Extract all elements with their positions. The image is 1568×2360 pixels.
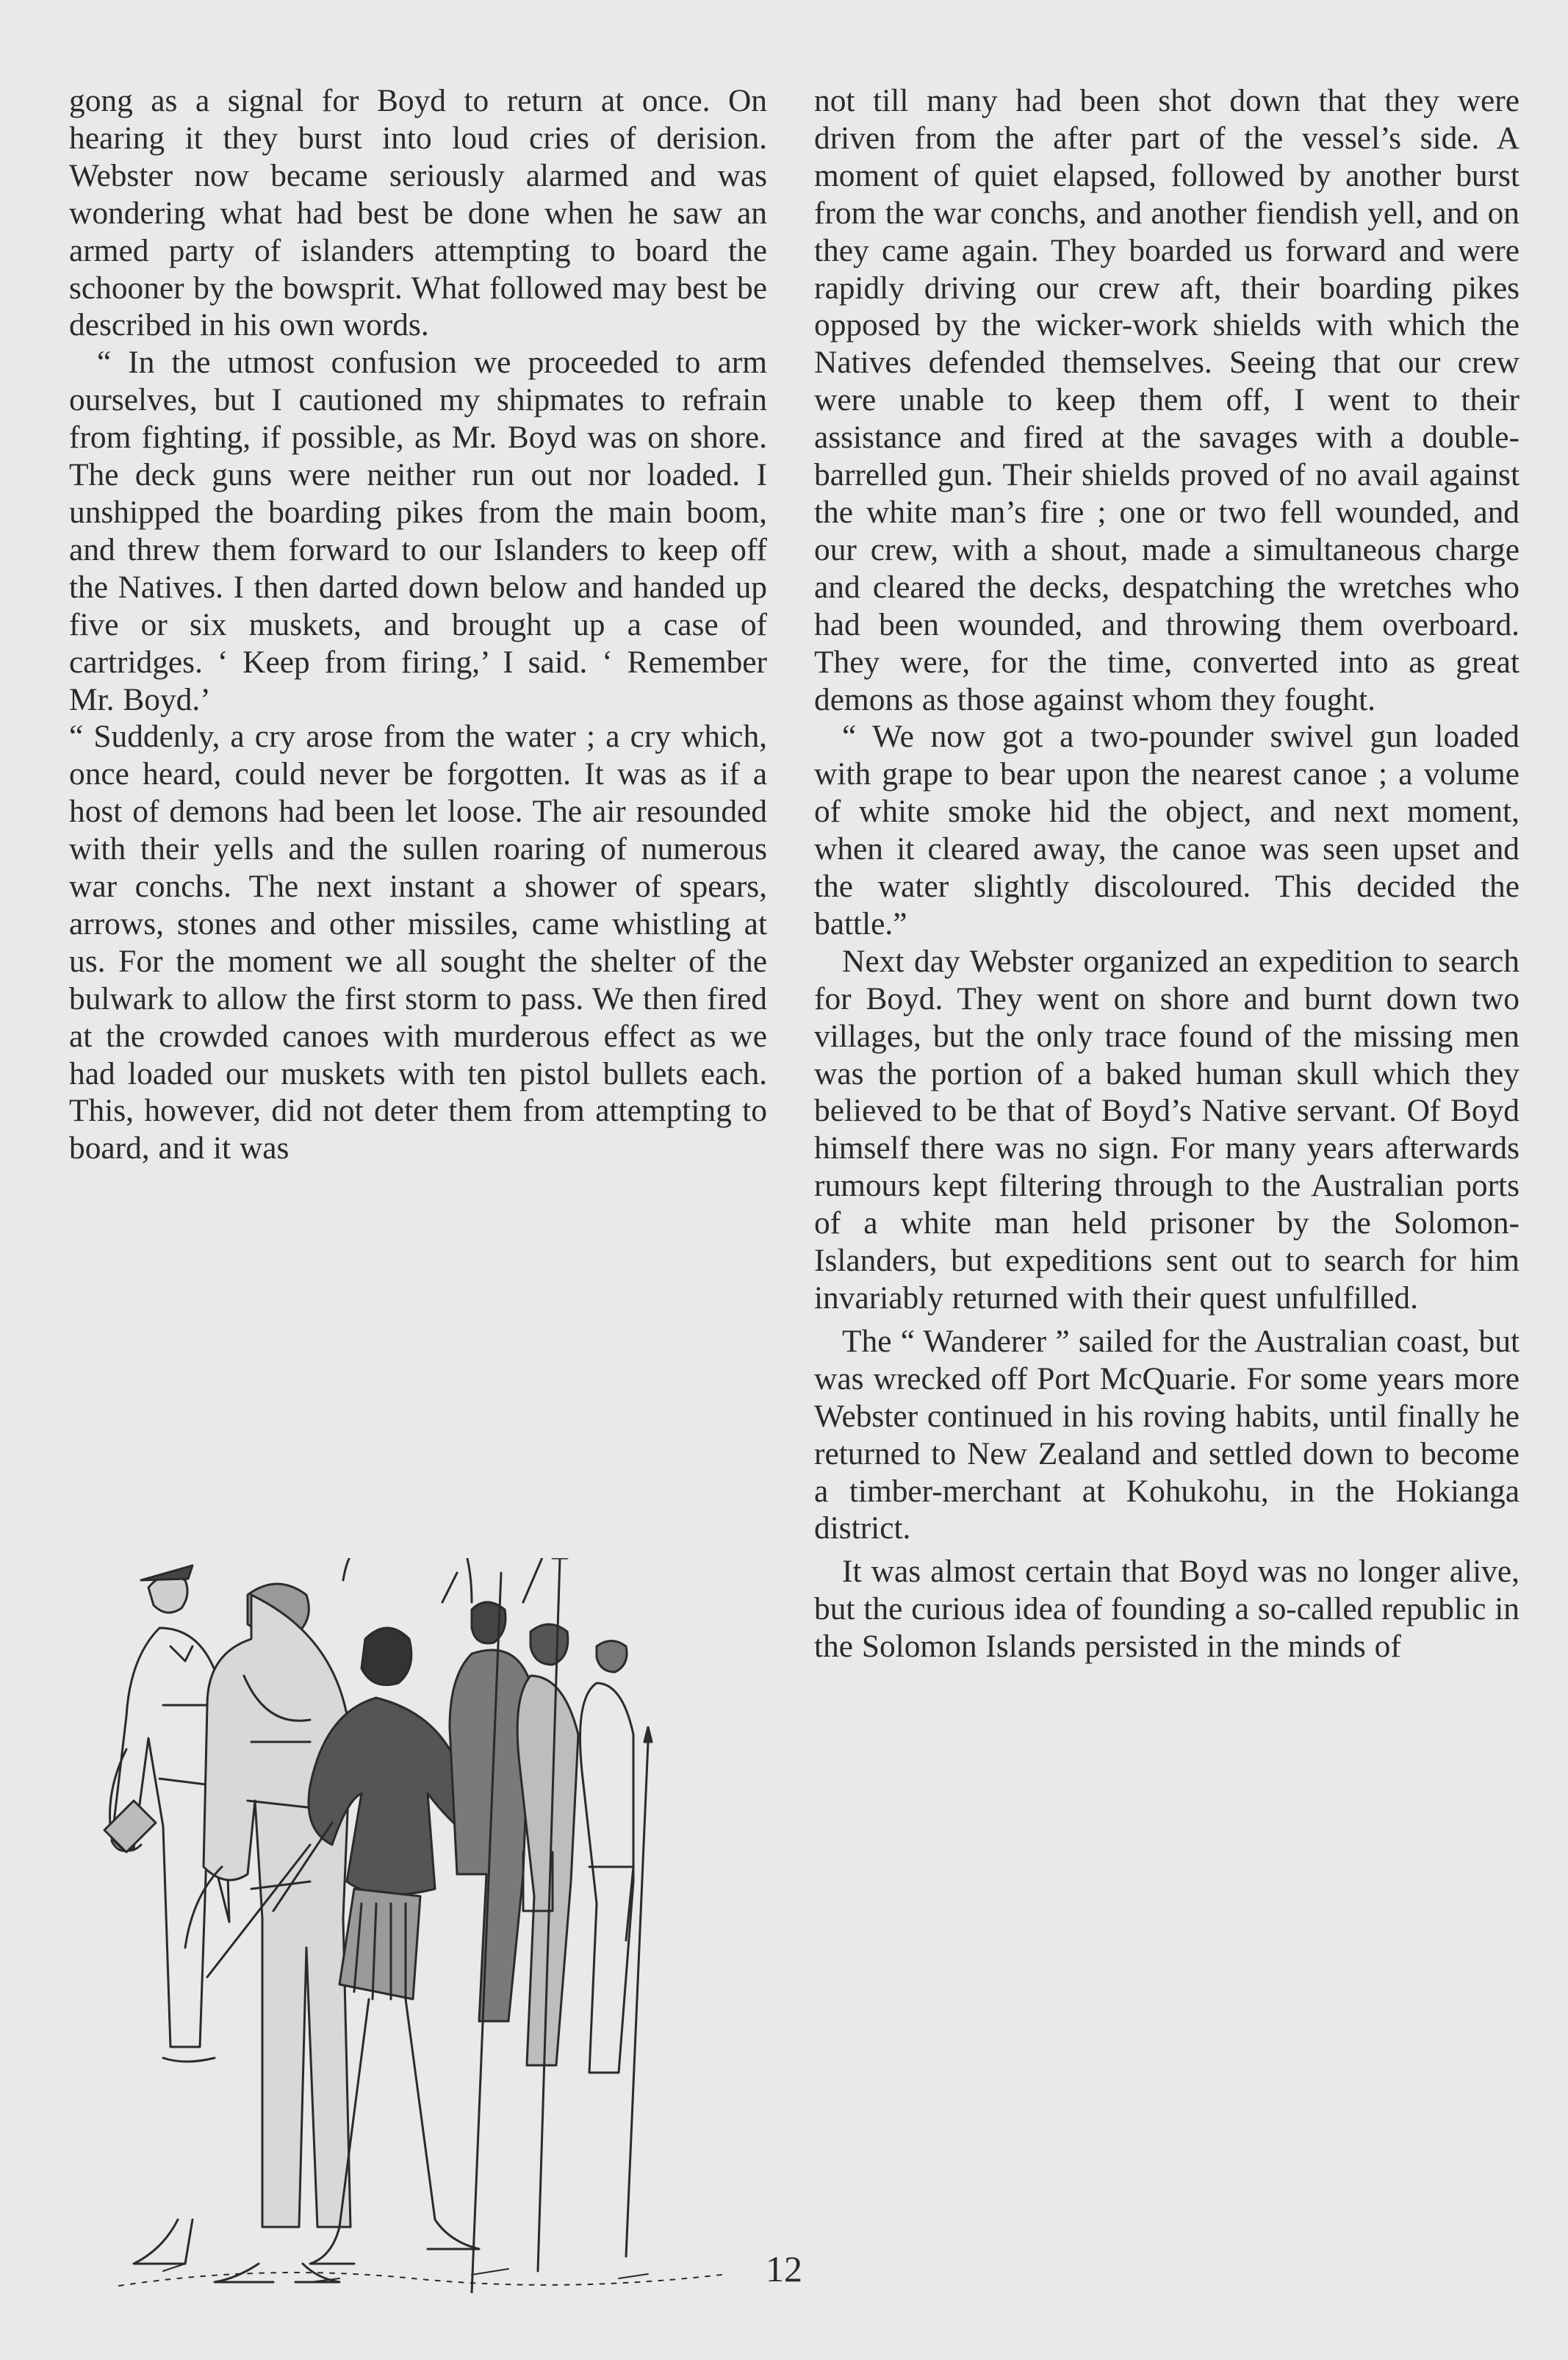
left-column bbox=[69, 82, 767, 1167]
battle-illustration bbox=[90, 1558, 764, 2293]
right-column bbox=[814, 82, 1520, 1665]
right-paragraph-4: The “ Wanderer ” sailed for the Australian coast, but was wrecked off Port McQuarie. For some years more Webster continued in his roving habits, until finally he returned to New Zealand and settled down to become a timber-merchant at Kohukohu, in the Hokianga district. bbox=[814, 1323, 1520, 1546]
right-paragraph-1: not till many had been shot down that they were driven from the after part of the vessel’s side. A moment of quiet elapsed, followed by another burst from the war conchs, and another fiendish yell, and on they came again. They boarded us forward and were rapidly driving our crew aft, their boarding pikes opposed by the wicker-work shields with which the Natives defended themselves. Seeing that our crew were unable to keep them off, I went to their assistance and fired at the savages with a double-barrelled gun. Their shields proved of no avail against the white man’s fire ; one or two fell wounded, and our crew, with a shout, made a simultaneous charge and cleared the decks, despatching the wretches who had been wounded, and throwing them overboard. They were, for the time, converted into as great demons as those against whom they fought. bbox=[814, 83, 1520, 717]
sailor-figure bbox=[104, 1565, 229, 2264]
left-paragraph-2: “ In the utmost confusion we proceeded to arm ourselves, but I cautioned my shipmates to refrain from fighting, if possible, as Mr. Boyd was on shore. The deck guns were neither run out nor loaded. I unshipped the boarding pikes from the main boom, and threw them forward to our Islanders to keep off the Natives. I then darted down below and handed up five or six muskets, and brought up a case of cartridges. ‘ Keep from firing,’ I said. ‘ Remember Mr. Boyd.’ bbox=[69, 345, 767, 717]
turbaned-sailor-figure bbox=[185, 1584, 350, 2282]
right-paragraph-2: “ We now got a two-pounder swivel gun loaded with grape to bear upon the nearest canoe ; a volume of white smoke hid the object, and next moment, when it cleared away, the canoe was seen upset and the water slightly discoloured. This decided the battle.” bbox=[814, 719, 1520, 942]
native-warriors-group bbox=[450, 1558, 652, 2293]
page-number: 12 bbox=[766, 2248, 802, 2289]
right-paragraph-5: It was almost certain that Boyd was no longer alive, but the curious idea of founding a so-called republic in the Solomon Islands persisted in the minds of bbox=[814, 1554, 1520, 1665]
right-paragraph-3: Next day Webster organized an expedition to search for Boyd. They went on shore and burnt down two villages, but the only trace found of the missing men was the portion of a baked human skull which they believed to be that of Boyd’s Native servant. Of Boyd himself there was no sign. For many years afterwards rumours kept filtering through to the Australian ports of a white man held prisoner by the Solomon-Islanders, but expeditions sent out to search for him invariably returned with their quest unfulfilled. bbox=[814, 943, 1520, 1316]
left-paragraph-3: “ Suddenly, a cry arose from the water ; a cry which, once heard, could never be forgotten. It was as if a host of demons had been let loose. The air resounded with their yells and the sullen roaring of numerous war conchs. The next instant a shower of spears, arrows, stones and other missiles, came whistling at us. For the moment we all sought the shelter of the bulwark to allow the first storm to pass. We then fired at the crowded canoes with murderous effect as we had loaded our muskets with ten pistol bullets each. This, however, did not deter them from attempting to board, and it was bbox=[69, 719, 767, 1166]
left-paragraph-1: gong as a signal for Boyd to return at once. On hearing it they burst into loud cries of derision. Webster now became seriously alarmed and was wondering what had best be done when he saw an armed party of islanders attempting to board the schooner by the bowsprit. What followed may best be described in his own words. bbox=[69, 83, 767, 343]
